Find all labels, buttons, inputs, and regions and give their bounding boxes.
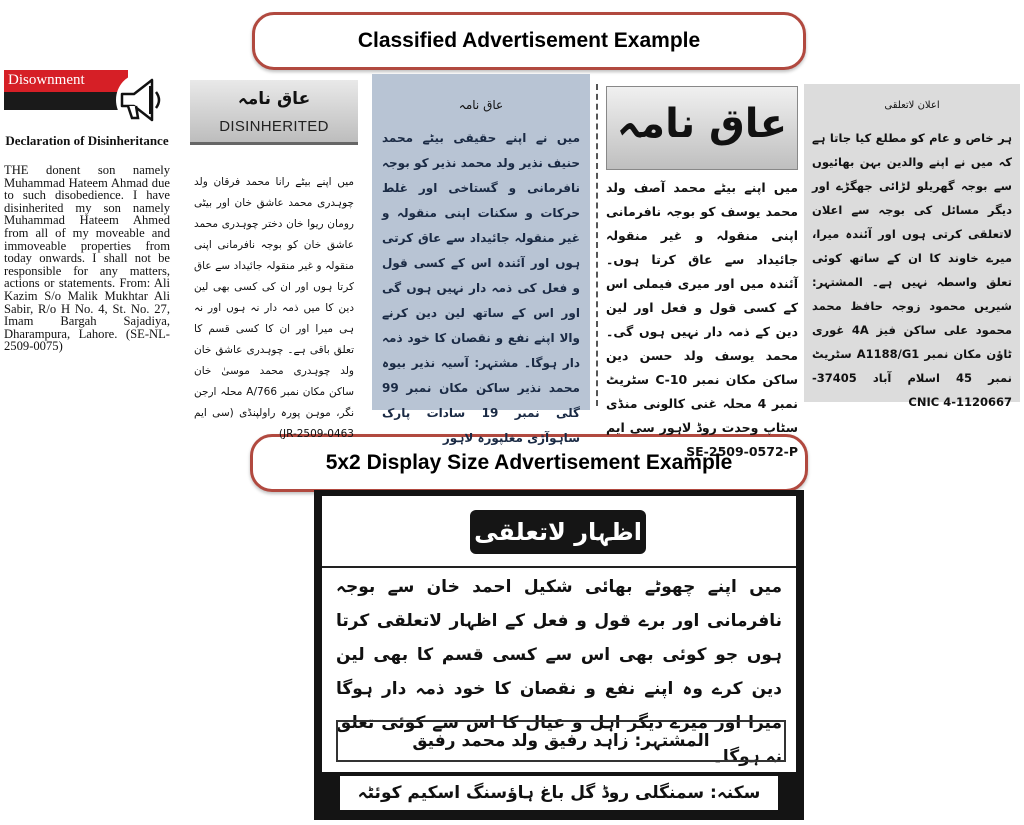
banner-black-bar bbox=[4, 92, 128, 110]
ad4-header bbox=[606, 86, 798, 170]
display-ad-title: اظہار لاتعلقی bbox=[470, 510, 646, 554]
ad5-title: اعلان لاتعلقی bbox=[884, 100, 940, 111]
ad3-title: عاق نامہ bbox=[458, 98, 504, 112]
display-ad-rule bbox=[322, 566, 796, 568]
classified-example-heading: Classified Advertisement Example bbox=[252, 12, 806, 70]
ad4-body: میں اپنے بیٹے محمد آصف ولد محمد یوسف کو بوجہ نافرمانی اپنی منقولہ و غیر منقولہ جائیداد سے عاق کرتا ہوں۔ آئندہ میں اور میری فیملی اس کے کسی قول و فعل اور لین دین کے ذمہ دار نہیں ہوں گی۔ محمد یوسف ولد حسن دین ساکن مکان نمبر 10-C سٹریٹ نمبر 4 محلہ غنی کالونی منڈی سٹاپ وحدت روڈ لاہور سی ایم SE-2509-0572-P bbox=[606, 180, 798, 459]
ad5-body: ہر خاص و عام کو مطلع کیا جاتا ہے کہ میں نے اپنے والدین بہن بھائیوں سے بوجہ گھریلو لڑائی جھگڑے اور دیگر مسائل کی بوجہ سے اعلان لاتعلقی کرتی ہوں اور آئندہ میرا، میرے خاوند کا ان کے ساتھ کوئی تعلق واسطہ نہیں ہے۔ المشتہر: شیریں محمود زوجہ حافظ محمد محمود علی ساکن فیز 4A غوری ٹاؤن مکان نمبر A1188/G1 سٹریٹ نمبر 45 اسلام آباد 37405-1120667-4 CNIC bbox=[812, 131, 1012, 409]
ad1-body: THE donent son namely Muhammad Hateem Ahmad due to such disobedience. I have disinherited my son namely Muhammad Hateem Ahmed from all of my moveable and immoveable properties from today onwards. I shall not be responsible for any matters, actions or statements. From: Ali Kazim S/o Malik Mukhtar Ali Sabir, R/o H No. 4, St. No. 27, Imam Bargah Sajadiya, Dharampura, Lahore. (SE-NL-2509-0075) bbox=[4, 163, 170, 354]
ad3-body: میں نے اپنے حقیقی بیٹے محمد حنیف نذیر ولد محمد نذیر کو بوجہ نافرمانی و گستاخی اور غلط حرکات و سکنات اپنی منقولہ و غیر منقولہ جائیداد سے عاق کرتی ہوں اور آئندہ اس کے کسی قول و فعل کی ذمہ دار نہیں ہوں گی اور اس کے ساتھ لین دین کرنے والا اپنے نفع و نقصان کا خود ذمہ دار ہوگا۔ مشتہر: آسیہ نذیر بیوہ محمد نذیر ساکن مکان نمبر 99 گلی نمبر 19 سادات پارک ساہوآڑی مغلپورہ لاہور bbox=[382, 131, 580, 445]
ad2-urdu-title: عاق نامہ bbox=[237, 89, 311, 109]
display-ad-advertiser: المشتہر: زاہد رفیق ولد محمد رفیق bbox=[336, 720, 786, 762]
ad2-english-title: DISINHERITED bbox=[219, 118, 329, 135]
display-size-ad bbox=[314, 490, 804, 820]
megaphone-icon bbox=[114, 72, 166, 128]
disinherited-ad bbox=[190, 80, 358, 440]
ad2-body: میں اپنے بیٹے رانا محمد فرقان ولد چوہدری محمد عاشق خان اور بیٹی رومان ریوا خان دختر چوہدری محمد عاشق خان کو بوجہ نافرمانی اپنی منقولہ و غیر منقولہ جائیداد سے عاق کرتا ہوں اور ان کی کسی بھی لین دین کا میں ذمہ دار نہ ہوں اور نہ ہی میرا اور ان کا کسی قسم کا تعلق باقی ہے۔ چوہدری عاشق خان ولد چوہدری محمد موسیٰ خان ساکن مکان نمبر A/766 محلہ ارجن نگر، موہن پورہ راولپنڈی (سی ایم JR-2509-0463) bbox=[194, 176, 354, 440]
aaq-nama-ad-bold bbox=[596, 80, 802, 459]
la-taalluqi-ad bbox=[804, 84, 1020, 409]
banner-label: Disownment bbox=[8, 72, 85, 88]
display-ad-address: سکنہ: سمنگلی روڈ گل باغ ہاؤسنگ اسکیم کوئٹہ bbox=[340, 776, 778, 810]
ad4-title: عاق نامہ bbox=[616, 101, 788, 147]
ad1-heading: Declaration of Disinheritance bbox=[5, 133, 169, 148]
display-ad-panel bbox=[322, 496, 796, 814]
english-disownment-ad bbox=[4, 68, 174, 428]
column-divider bbox=[596, 84, 598, 406]
display-example-heading: 5x2 Display Size Advertisement Example bbox=[250, 434, 808, 492]
display-ad-address-bar bbox=[322, 772, 796, 814]
aaq-nama-ad-blue bbox=[372, 74, 590, 445]
display-ad-body: میں اپنے چھوٹے بھائی شکیل احمد خان سے بوجہ نافرمانی اور برے قول و فعل کے اظہار لاتعلقی کرتا ہوں جو کوئی بھی اس سے کسی قسم کا بھی لین دین کرے وہ اپنے نفع و نقصان کا خود ذمہ دار ہوگا میرا اور میرے دیگر اہل و عیال کا اس سے کوئی تعلق نہ ہوگا۔ bbox=[336, 577, 782, 767]
